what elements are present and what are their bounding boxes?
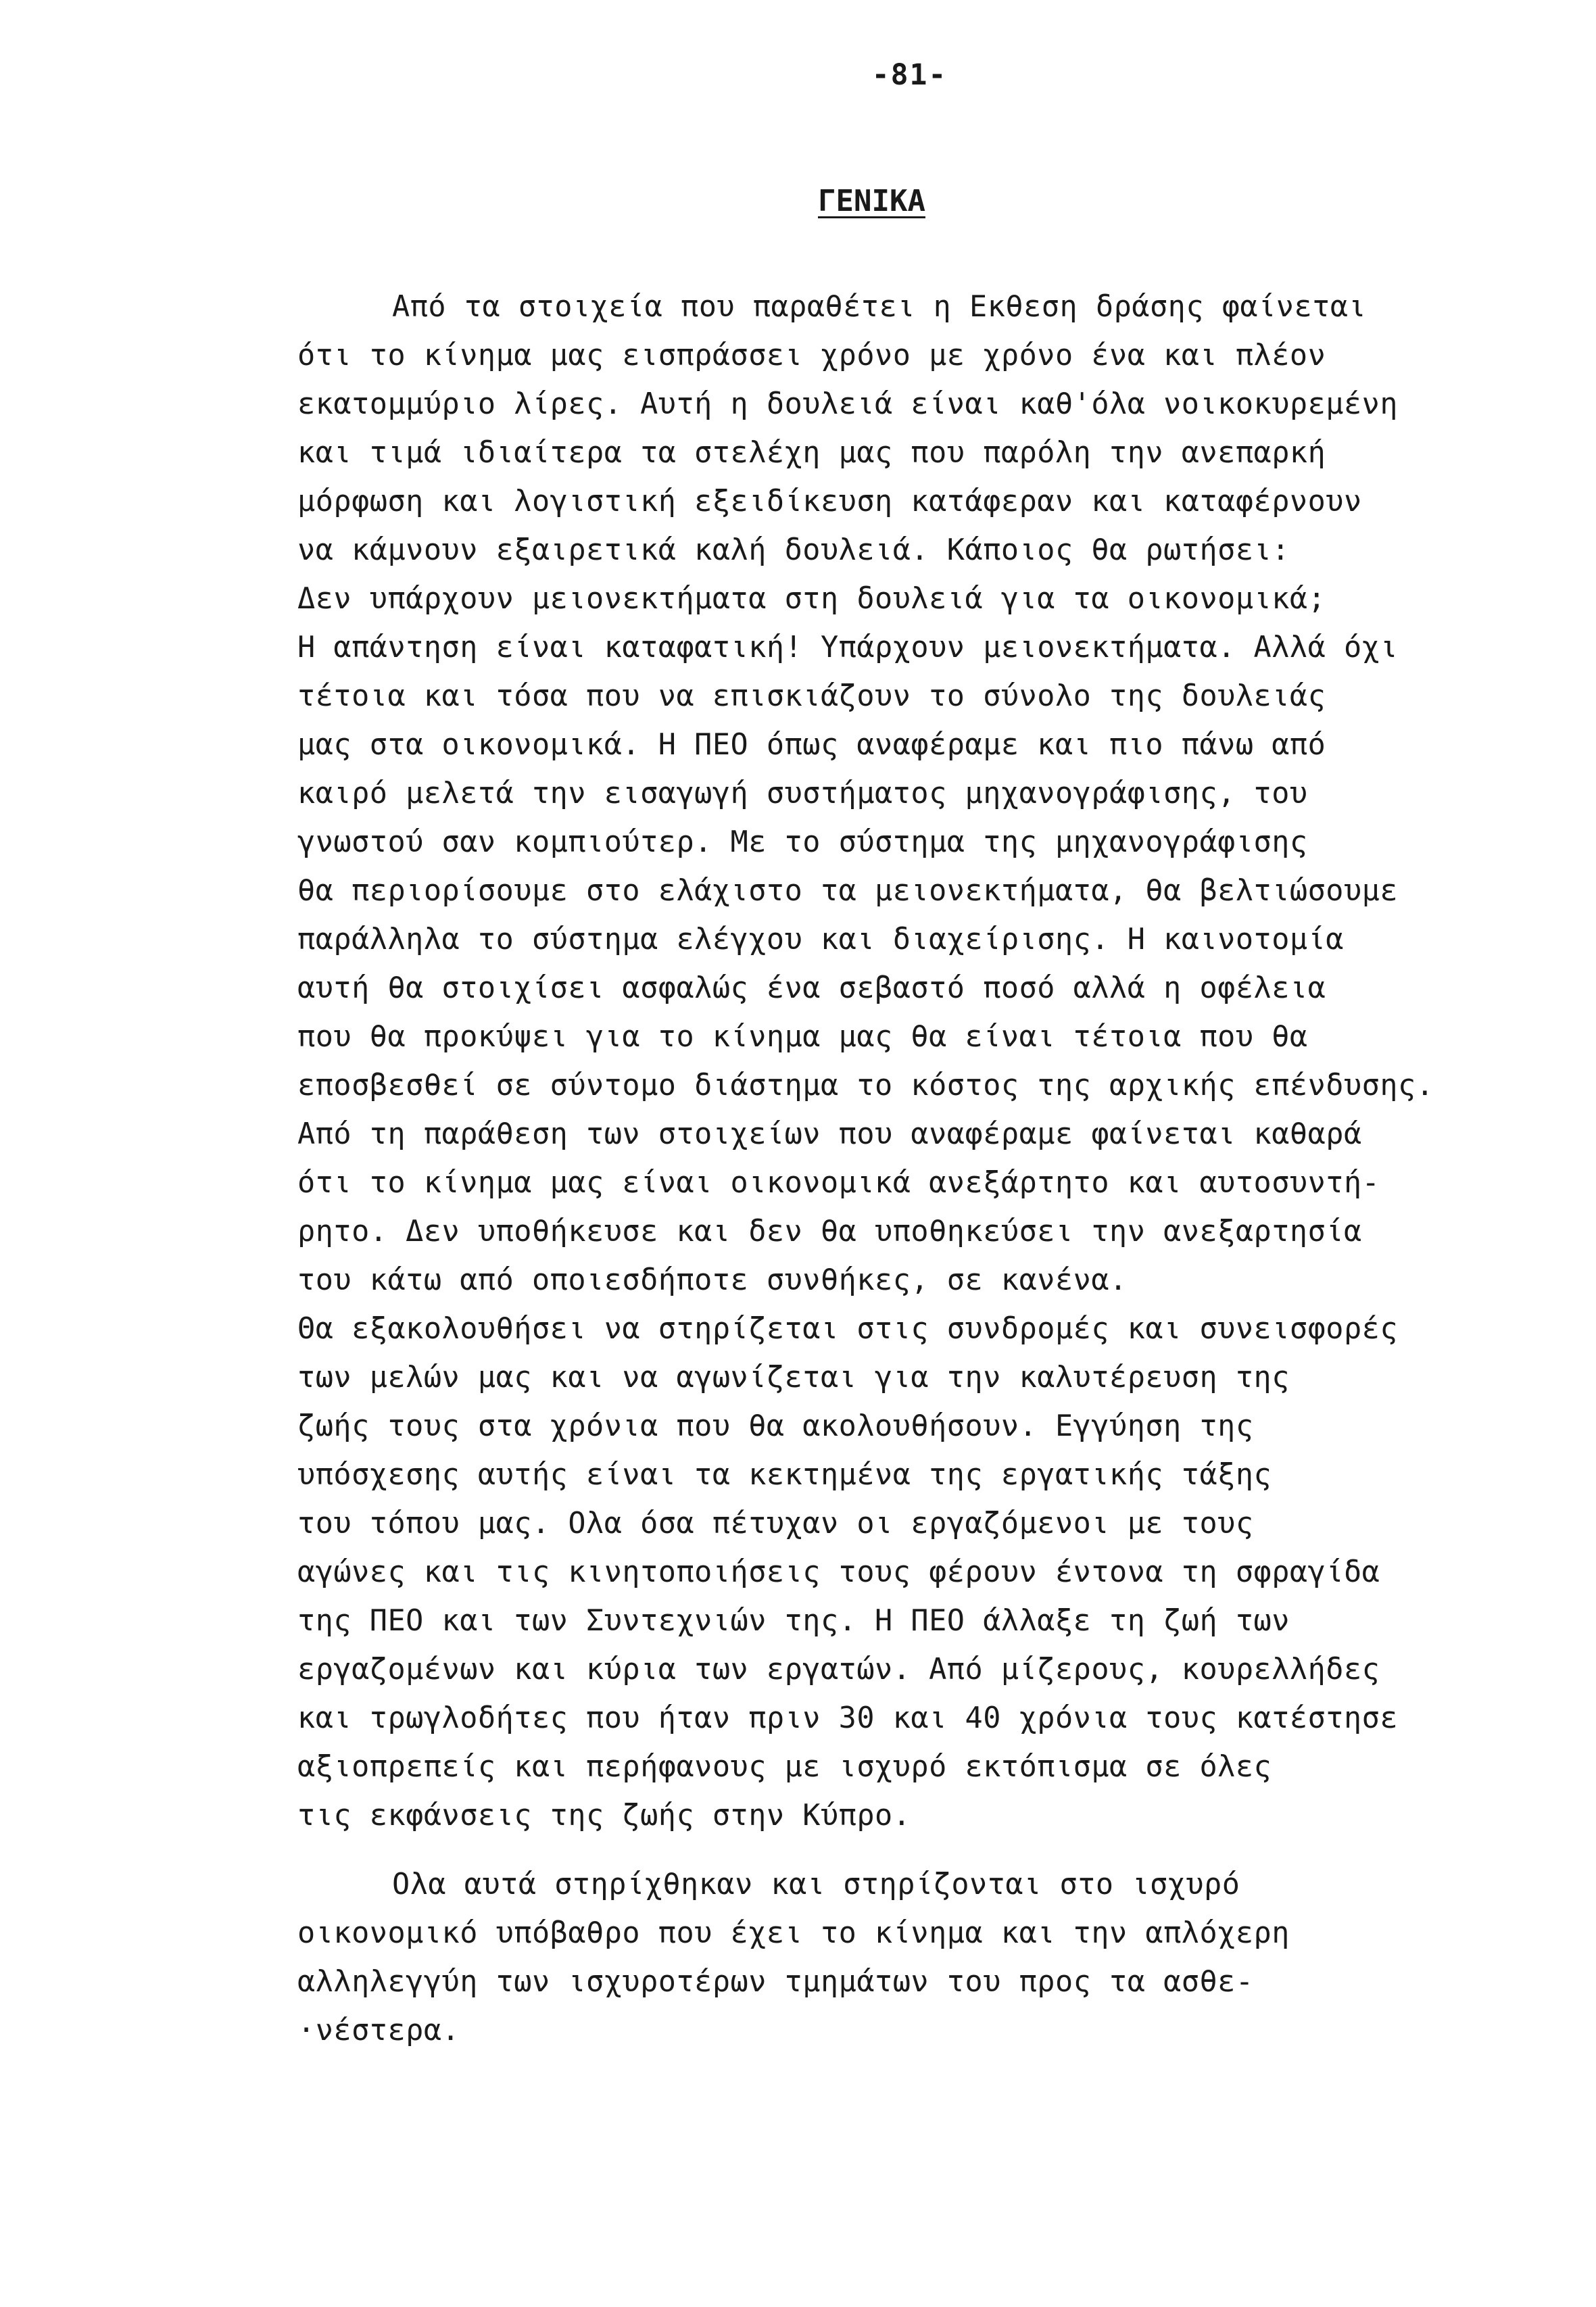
text-line: ότι το κίνημα μας είναι οικονομικά ανεξάρτητο και αυτοσυντή- bbox=[297, 1166, 1380, 1200]
text-line: ·νέστερα. bbox=[297, 2014, 460, 2047]
text-line: Η απάντηση είναι καταφατική! Υπάρχουν μειονεκτήματα. Αλλά όχι bbox=[297, 631, 1399, 664]
paragraph-2 bbox=[297, 1860, 1568, 2055]
section-heading: ΓΕΝΙΚΑ bbox=[818, 184, 925, 218]
text-line: αλληλεγγύη των ισχυροτέρων τμημάτων του προς τα ασθε- bbox=[297, 1965, 1254, 1999]
text-line: ζωής τους στα χρόνια που θα ακολουθήσουν. Εγγύηση της bbox=[297, 1409, 1254, 1443]
text-line: ότι το κίνημα μας εισπράσσει χρόνο με χρόνο ένα και πλέον bbox=[297, 339, 1326, 372]
text-line: τέτοια και τόσα που να επισκιάζουν το σύνολο της δουλειάς bbox=[297, 679, 1326, 713]
text-line: οικονομικό υπόβαθρο που έχει το κίνημα και την απλόχερη bbox=[297, 1916, 1290, 1950]
text-line: του τόπου μας. Ολα όσα πέτυχαν οι εργαζόμενοι με τους bbox=[297, 1507, 1254, 1540]
text-line: ρητο. Δεν υποθήκευσε και δεν θα υποθηκεύσει την ανεξαρτησία bbox=[297, 1215, 1362, 1248]
text-line: Από τα στοιχεία που παραθέτει η Εκθεση δράσης φαίνεται bbox=[392, 290, 1367, 324]
text-line: Ολα αυτά στηρίχθηκαν και στηρίζονται στο ισχυρό bbox=[392, 1868, 1240, 1901]
text-line: τις εκφάνσεις της ζωής στην Κύπρο. bbox=[297, 1799, 911, 1832]
text-line: γνωστού σαν κομπιούτερ. Με το σύστημα της μηχανογράφισης bbox=[297, 825, 1308, 859]
text-line: μας στα οικονομικά. Η ΠΕΟ όπως αναφέραμε και πιο πάνω από bbox=[297, 728, 1326, 762]
text-line: υπόσχεσης αυτής είναι τα κεκτημένα της εργατικής τάξης bbox=[297, 1458, 1272, 1492]
text-line: θα περιορίσουμε στο ελάχιστο τα μειονεκτήματα, θα βελτιώσουμε bbox=[297, 874, 1399, 908]
page-number: -81- bbox=[871, 58, 948, 92]
text-line: Από τη παράθεση των στοιχείων που αναφέραμε φαίνεται καθαρά bbox=[297, 1117, 1362, 1151]
text-line: της ΠΕΟ και των Συντεχνιών της. Η ΠΕΟ άλλαξε τη ζωή των bbox=[297, 1604, 1290, 1638]
text-line: εργαζομένων και κύρια των εργατών. Από μίζερους, κουρελλήδες bbox=[297, 1653, 1380, 1686]
text-line: εποσβεσθεί σε σύντομο διάστημα το κόστος της αρχικής επένδυσης. bbox=[297, 1069, 1434, 1102]
text-line: και τρωγλοδήτες που ήταν πριν 30 και 40 χρόνια τους κατέστησε bbox=[297, 1701, 1399, 1735]
body-text bbox=[297, 283, 1568, 2055]
text-line: εκατομμύριο λίρες. Αυτή η δουλειά είναι καθ'όλα νοικοκυρεμένη bbox=[297, 387, 1399, 421]
text-line: που θα προκύψει για το κίνημα μας θα είναι τέτοια που θα bbox=[297, 1020, 1308, 1054]
text-line: αγώνες και τις κινητοποιήσεις τους φέρουν έντονα τη σφραγίδα bbox=[297, 1555, 1380, 1589]
text-line: Δεν υπάρχουν μειονεκτήματα στη δουλειά για τα οικονομικά; bbox=[297, 582, 1326, 616]
paragraph-gap bbox=[297, 1840, 1568, 1860]
text-line: καιρό μελετά την εισαγωγή συστήματος μηχανογράφισης, του bbox=[297, 777, 1308, 810]
text-line: αυτή θα στοιχίσει ασφαλώς ένα σεβαστό ποσό αλλά η οφέλεια bbox=[297, 971, 1326, 1005]
text-line: του κάτω από οποιεσδήποτε συνθήκες, σε κανένα. bbox=[297, 1263, 1128, 1297]
text-line: των μελών μας και να αγωνίζεται για την καλυτέρευση της bbox=[297, 1361, 1290, 1394]
text-line: και τιμά ιδιαίτερα τα στελέχη μας που παρόλη την ανεπαρκή bbox=[297, 436, 1326, 470]
paragraph-1 bbox=[297, 283, 1568, 1840]
text-line: να κάμνουν εξαιρετικά καλή δουλειά. Κάποιος θα ρωτήσει: bbox=[297, 533, 1290, 567]
text-line: μόρφωση και λογιστική εξειδίκευση κατάφεραν και καταφέρνουν bbox=[297, 485, 1362, 518]
text-line: παράλληλα το σύστημα ελέγχου και διαχείρισης. Η καινοτομία bbox=[297, 923, 1344, 956]
text-line: Θα εξακολουθήσει να στηρίζεται στις συνδρομές και συνεισφορές bbox=[297, 1312, 1399, 1346]
text-line: αξιοπρεπείς και περήφανους με ισχυρό εκτόπισμα σε όλες bbox=[297, 1750, 1272, 1784]
